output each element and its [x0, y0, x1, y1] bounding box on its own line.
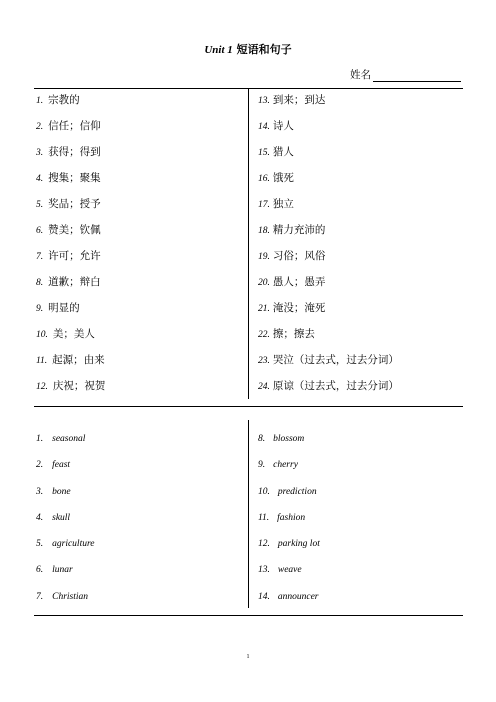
item-number: 9. — [258, 460, 266, 471]
list-item — [258, 562, 320, 588]
item-text: 饿死 — [272, 172, 294, 184]
divider-middle — [34, 406, 463, 407]
item-text: 到来；到达 — [272, 94, 326, 106]
item-text: 明显的 — [48, 302, 80, 314]
title-unit: Unit 1 — [204, 44, 233, 56]
divider-bottom — [34, 615, 463, 616]
item-text: 赞美；钦佩 — [48, 224, 101, 236]
name-label: 姓名 — [350, 69, 371, 81]
item-text: 诗人 — [272, 120, 294, 132]
item-number: 14. — [258, 591, 270, 602]
item-text: 起源；由来 — [52, 354, 105, 366]
item-text: agriculture — [52, 539, 95, 550]
list-item — [36, 510, 95, 536]
list-item — [258, 93, 399, 119]
item-number: 11. — [36, 356, 48, 366]
item-number: 1. — [36, 96, 44, 106]
item-text: 愚人；愚弄 — [272, 276, 326, 288]
list-item — [36, 484, 95, 510]
item-text: 信任；信仰 — [48, 120, 101, 132]
vocab-list-english-right — [258, 431, 320, 615]
name-field[interactable] — [350, 67, 461, 82]
item-text: 奖品；授予 — [48, 198, 101, 210]
item-text: 许可；允许 — [48, 250, 101, 262]
list-item — [36, 223, 105, 249]
list-item — [36, 93, 105, 119]
item-text: seasonal — [52, 434, 86, 444]
name-blank-line[interactable] — [373, 70, 461, 82]
item-text: 猎人 — [272, 146, 294, 158]
item-text: fashion — [277, 512, 306, 523]
item-number: 8. — [36, 278, 44, 288]
list-item — [36, 275, 105, 301]
item-number: 7. — [36, 591, 44, 602]
list-item — [258, 249, 399, 275]
item-number: 2. — [36, 122, 44, 132]
item-number: 3. — [36, 486, 44, 497]
item-number: 24. — [258, 382, 270, 392]
item-number: 10. — [258, 486, 270, 497]
item-text: 宗教的 — [48, 94, 80, 106]
item-text: 获得；得到 — [48, 146, 101, 158]
item-text: announcer — [277, 591, 319, 602]
item-text: blossom — [273, 434, 305, 444]
item-text: 原谅（过去式，过去分词） — [272, 380, 399, 392]
list-item — [258, 223, 399, 249]
list-item — [258, 353, 399, 379]
list-item — [258, 536, 320, 562]
vocab-list-chinese-right — [258, 93, 399, 405]
item-text: 哭泣（过去式，过去分词） — [272, 354, 399, 366]
list-item — [36, 353, 105, 379]
list-item — [36, 457, 95, 483]
item-number: 17. — [258, 200, 270, 210]
list-item — [258, 431, 320, 457]
list-item — [36, 249, 105, 275]
item-number: 21. — [258, 304, 270, 314]
item-number: 4. — [36, 174, 44, 184]
list-item — [258, 171, 399, 197]
list-item — [258, 119, 399, 145]
list-item — [36, 589, 95, 615]
list-item — [36, 431, 95, 457]
item-number: 23. — [258, 356, 270, 366]
item-number: 12. — [258, 539, 270, 550]
list-item — [258, 327, 399, 353]
item-number: 13. — [258, 96, 270, 106]
item-number: 20. — [258, 278, 270, 288]
list-item — [258, 379, 399, 405]
item-number: 5. — [36, 539, 44, 550]
list-item — [36, 171, 105, 197]
item-number: 6. — [36, 565, 44, 576]
column-divider-2 — [248, 420, 249, 608]
item-text: 独立 — [272, 198, 294, 210]
item-number: 10. — [36, 330, 48, 340]
document-title — [0, 41, 496, 57]
list-item — [258, 484, 320, 510]
item-text: 搜集；聚集 — [48, 172, 101, 184]
item-text: cherry — [273, 460, 298, 471]
item-text: skull — [52, 512, 71, 523]
list-item — [36, 327, 105, 353]
item-number: 5. — [36, 200, 44, 210]
item-text: bone — [52, 486, 71, 497]
item-text: 擦；擦去 — [272, 328, 315, 340]
item-text: 庆祝；祝贺 — [52, 380, 106, 392]
column-divider-1 — [248, 88, 249, 399]
item-number: 13. — [258, 565, 270, 576]
list-item — [36, 119, 105, 145]
item-text: 精力充沛的 — [272, 224, 326, 236]
item-number: 6. — [36, 226, 44, 236]
item-text: 淹没；淹死 — [272, 302, 326, 314]
list-item — [36, 197, 105, 223]
list-item — [258, 457, 320, 483]
list-item — [36, 379, 105, 405]
item-number: 4. — [36, 512, 44, 523]
item-text: weave — [277, 565, 302, 576]
item-text: 道歉；辩白 — [48, 276, 101, 288]
item-number: 19. — [258, 252, 270, 262]
item-text: prediction — [277, 486, 317, 497]
list-item — [258, 510, 320, 536]
item-number: 1. — [36, 434, 44, 444]
item-text: 美；美人 — [52, 328, 95, 340]
item-number: 15. — [258, 148, 270, 158]
list-item — [36, 145, 105, 171]
item-number: 11. — [258, 512, 270, 523]
list-item — [258, 197, 399, 223]
list-item — [258, 275, 399, 301]
item-text: Christian — [52, 591, 89, 602]
list-item — [258, 301, 399, 327]
item-number: 12. — [36, 382, 48, 392]
page-number: 1 — [246, 654, 250, 660]
item-text: 习俗；风俗 — [272, 250, 326, 262]
item-number: 22. — [258, 330, 270, 340]
item-number: 16. — [258, 174, 270, 184]
item-number: 3. — [36, 148, 44, 158]
item-number: 7. — [36, 252, 44, 262]
list-item — [258, 589, 320, 615]
item-text: parking lot — [277, 539, 320, 550]
list-item — [36, 536, 95, 562]
item-number: 14. — [258, 122, 270, 132]
item-number: 9. — [36, 304, 44, 314]
item-text: lunar — [52, 565, 73, 576]
list-item — [36, 562, 95, 588]
list-item — [258, 145, 399, 171]
list-item — [36, 301, 105, 327]
item-number: 2. — [36, 460, 44, 471]
item-text: feast — [52, 460, 71, 471]
title-chinese: 短语和句子 — [236, 43, 292, 56]
vocab-list-english-left — [36, 431, 95, 615]
vocab-list-chinese-left — [36, 93, 105, 405]
item-number: 18. — [258, 226, 270, 236]
item-number: 8. — [258, 434, 266, 444]
